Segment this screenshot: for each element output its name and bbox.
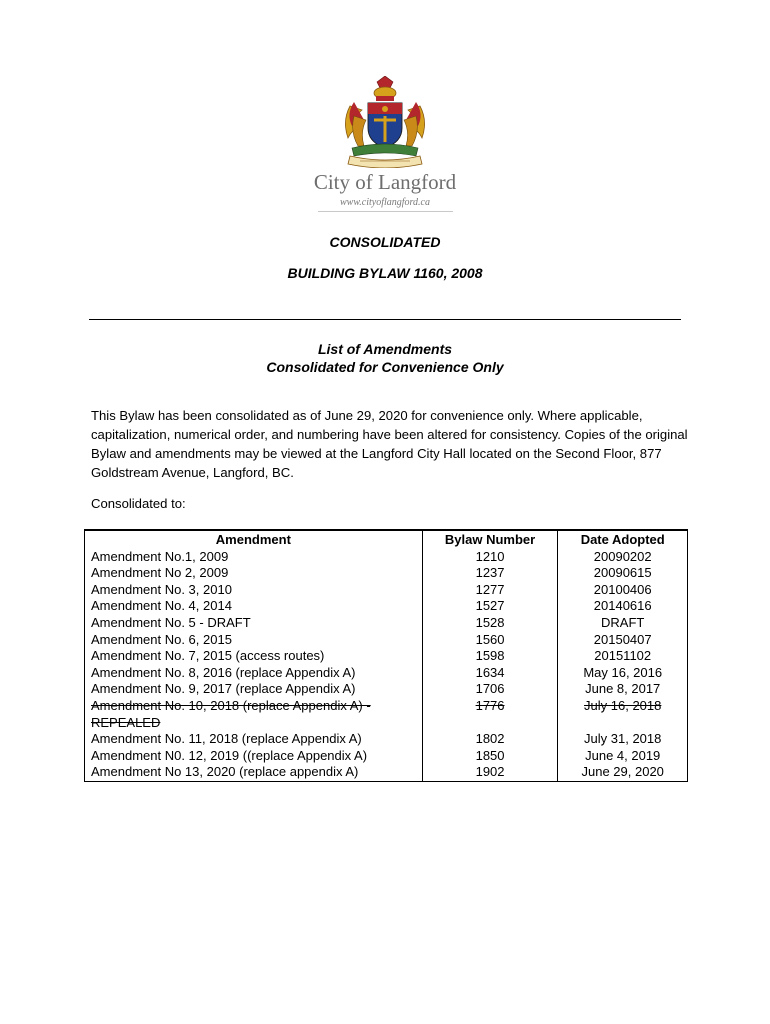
bylaw-number-cell: 1598 bbox=[422, 648, 558, 665]
date-adopted-cell: July 31, 2018 bbox=[558, 731, 688, 748]
column-header-amendment: Amendment bbox=[85, 530, 423, 549]
date-adopted-cell: 20140616 bbox=[558, 598, 688, 615]
title-divider bbox=[89, 319, 681, 320]
date-adopted-cell: 20150407 bbox=[558, 632, 688, 649]
table-row bbox=[85, 565, 688, 582]
amendment-cell: Amendment No. 7, 2015 (access routes) bbox=[85, 648, 423, 665]
bylaw-number-cell: 1634 bbox=[422, 665, 558, 682]
date-adopted-cell: June 8, 2017 bbox=[558, 681, 688, 698]
bylaw-number-cell: 1210 bbox=[422, 549, 558, 566]
column-header-date-adopted: Date Adopted bbox=[558, 530, 688, 549]
table-row bbox=[85, 748, 688, 765]
amendment-cell: Amendment No 2, 2009 bbox=[85, 565, 423, 582]
date-adopted-cell: 20090615 bbox=[558, 565, 688, 582]
table-row bbox=[85, 698, 688, 731]
bylaw-number-cell: 1776 bbox=[422, 698, 558, 731]
amendment-cell: Amendment No. 8, 2016 (replace Appendix A) bbox=[85, 665, 423, 682]
bylaw-number-cell: 1277 bbox=[422, 582, 558, 599]
city-crest-logo bbox=[340, 76, 430, 168]
amendments-table bbox=[84, 529, 688, 782]
city-url: www.cityoflangford.ca bbox=[340, 197, 430, 208]
table-row bbox=[85, 582, 688, 599]
amendment-cell: Amendment No 13, 2020 (replace appendix A) bbox=[85, 764, 423, 781]
bylaw-number-cell: 1706 bbox=[422, 681, 558, 698]
table-header-row bbox=[85, 530, 688, 549]
date-adopted-cell: June 4, 2019 bbox=[558, 748, 688, 765]
bylaw-number-cell: 1850 bbox=[422, 748, 558, 765]
convenience-subtitle: Consolidated for Convenience Only bbox=[266, 359, 504, 375]
date-adopted-cell: June 29, 2020 bbox=[558, 764, 688, 781]
table-row bbox=[85, 615, 688, 632]
date-adopted-cell: DRAFT bbox=[558, 615, 688, 632]
city-name: City of Langford bbox=[313, 170, 457, 194]
document-bylaw-title: BUILDING BYLAW 1160, 2008 bbox=[287, 265, 483, 281]
date-adopted-cell: 20151102 bbox=[558, 648, 688, 665]
amendment-cell: Amendment No. 9, 2017 (replace Appendix A) bbox=[85, 681, 423, 698]
table-row bbox=[85, 632, 688, 649]
consolidated-to-label: Consolidated to: bbox=[91, 496, 186, 511]
bylaw-number-cell: 1902 bbox=[422, 764, 558, 781]
amendment-cell: Amendment No. 4, 2014 bbox=[85, 598, 423, 615]
table-row bbox=[85, 681, 688, 698]
amendment-cell: Amendment No.1, 2009 bbox=[85, 549, 423, 566]
document-title: CONSOLIDATED bbox=[329, 234, 441, 250]
amendment-cell: Amendment No. 11, 2018 (replace Appendix A) bbox=[85, 731, 423, 748]
bylaw-number-cell: 1560 bbox=[422, 632, 558, 649]
amendment-cell: Amendment No. 6, 2015 bbox=[85, 632, 423, 649]
city-url-rule bbox=[318, 211, 453, 212]
amendment-cell: Amendment No. 3, 2010 bbox=[85, 582, 423, 599]
amendments-subtitle: List of Amendments bbox=[317, 341, 453, 357]
table-row bbox=[85, 665, 688, 682]
date-adopted-cell: 20090202 bbox=[558, 549, 688, 566]
column-header-bylaw-number: Bylaw Number bbox=[422, 530, 558, 549]
intro-paragraph: This Bylaw has been consolidated as of June 29, 2020 for convenience only. Where applicable, capitalization, numerical order, and numbering have been altered for consistency. Copies of the original Bylaw and amendments may be viewed at the Langford City Hall located on the Second Floor, 877 Goldstream Avenue, Langford, BC. bbox=[91, 408, 688, 480]
table-row bbox=[85, 598, 688, 615]
amendment-cell: Amendment No. 5 - DRAFT bbox=[85, 615, 423, 632]
amendment-cell: Amendment No. 10, 2018 (replace Appendix A) - REPEALED bbox=[85, 698, 423, 731]
amendment-cell: Amendment N0. 12, 2019 ((replace Appendix A) bbox=[85, 748, 423, 765]
date-adopted-cell: July 16, 2018 bbox=[558, 698, 688, 731]
table-row bbox=[85, 731, 688, 748]
amendments-table-body bbox=[85, 549, 688, 782]
date-adopted-cell: May 16, 2016 bbox=[558, 665, 688, 682]
bylaw-number-cell: 1528 bbox=[422, 615, 558, 632]
bylaw-number-cell: 1237 bbox=[422, 565, 558, 582]
bylaw-number-cell: 1802 bbox=[422, 731, 558, 748]
table-row bbox=[85, 549, 688, 566]
table-row bbox=[85, 648, 688, 665]
bylaw-number-cell: 1527 bbox=[422, 598, 558, 615]
date-adopted-cell: 20100406 bbox=[558, 582, 688, 599]
table-row bbox=[85, 764, 688, 781]
